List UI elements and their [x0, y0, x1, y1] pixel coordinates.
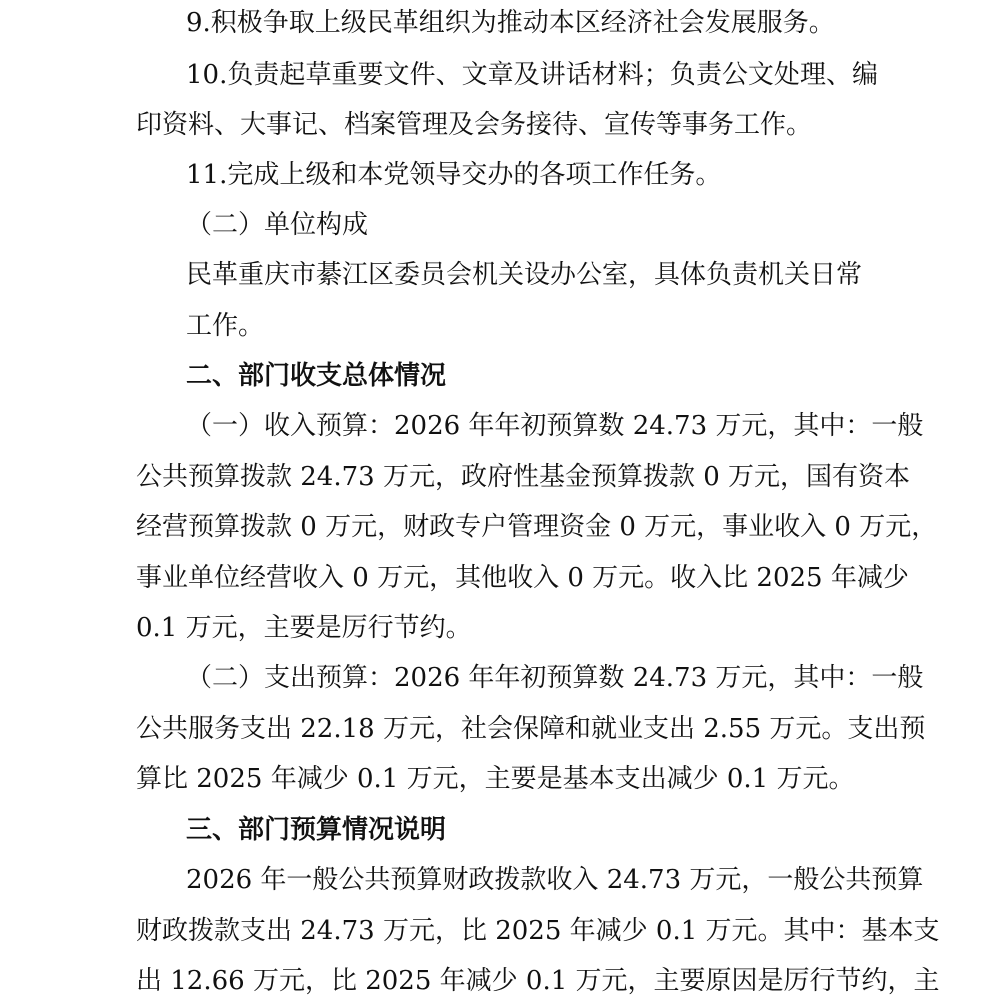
paragraph-line: 10.负责起草重要文件、文章及讲话材料；负责公文处理、编: [186, 60, 878, 90]
paragraph-line: 2026 年一般公共预算财政拨款收入 24.73 万元，一般公共预算: [186, 865, 924, 895]
paragraph-line: （二）支出预算：2026 年年初预算数 24.73 万元，其中：一般: [186, 663, 924, 693]
paragraph-line: 财政拨款支出 24.73 万元，比 2025 年减少 0.1 万元。其中：基本支: [136, 916, 940, 946]
paragraph-line: 事业单位经营收入 0 万元，其他收入 0 万元。收入比 2025 年减少: [136, 563, 909, 593]
paragraph-line: 9.积极争取上级民革组织为推动本区经济社会发展服务。: [186, 8, 835, 38]
section-heading: 二、部门收支总体情况: [186, 361, 447, 391]
paragraph-line: 印资料、大事记、档案管理及会务接待、宣传等事务工作。: [136, 110, 813, 140]
paragraph-line: 经营预算拨款 0 万元，财政专户管理资金 0 万元，事业收入 0 万元，: [136, 512, 938, 542]
paragraph-line: 0.1 万元，主要是厉行节约。: [136, 613, 472, 643]
paragraph-line: 工作。: [186, 311, 265, 341]
paragraph-line: 公共服务支出 22.18 万元，社会保障和就业支出 2.55 万元。支出预: [136, 714, 926, 744]
section-subheading: （二）单位构成: [186, 210, 369, 240]
section-heading: 三、部门预算情况说明: [186, 815, 447, 845]
paragraph-line: 民革重庆市綦江区委员会机关设办公室，具体负责机关日常: [186, 260, 863, 290]
paragraph-line: 公共预算拨款 24.73 万元，政府性基金预算拨款 0 万元，国有资本: [136, 462, 911, 492]
paragraph-line: （一）收入预算：2026 年年初预算数 24.73 万元，其中：一般: [186, 411, 924, 441]
paragraph-line: 算比 2025 年减少 0.1 万元，主要是基本支出减少 0.1 万元。: [136, 764, 855, 794]
paragraph-line: 11.完成上级和本党领导交办的各项工作任务。: [186, 160, 722, 190]
paragraph-line: 出 12.66 万元，比 2025 年减少 0.1 万元，主要原因是厉行节约，主: [136, 966, 940, 996]
